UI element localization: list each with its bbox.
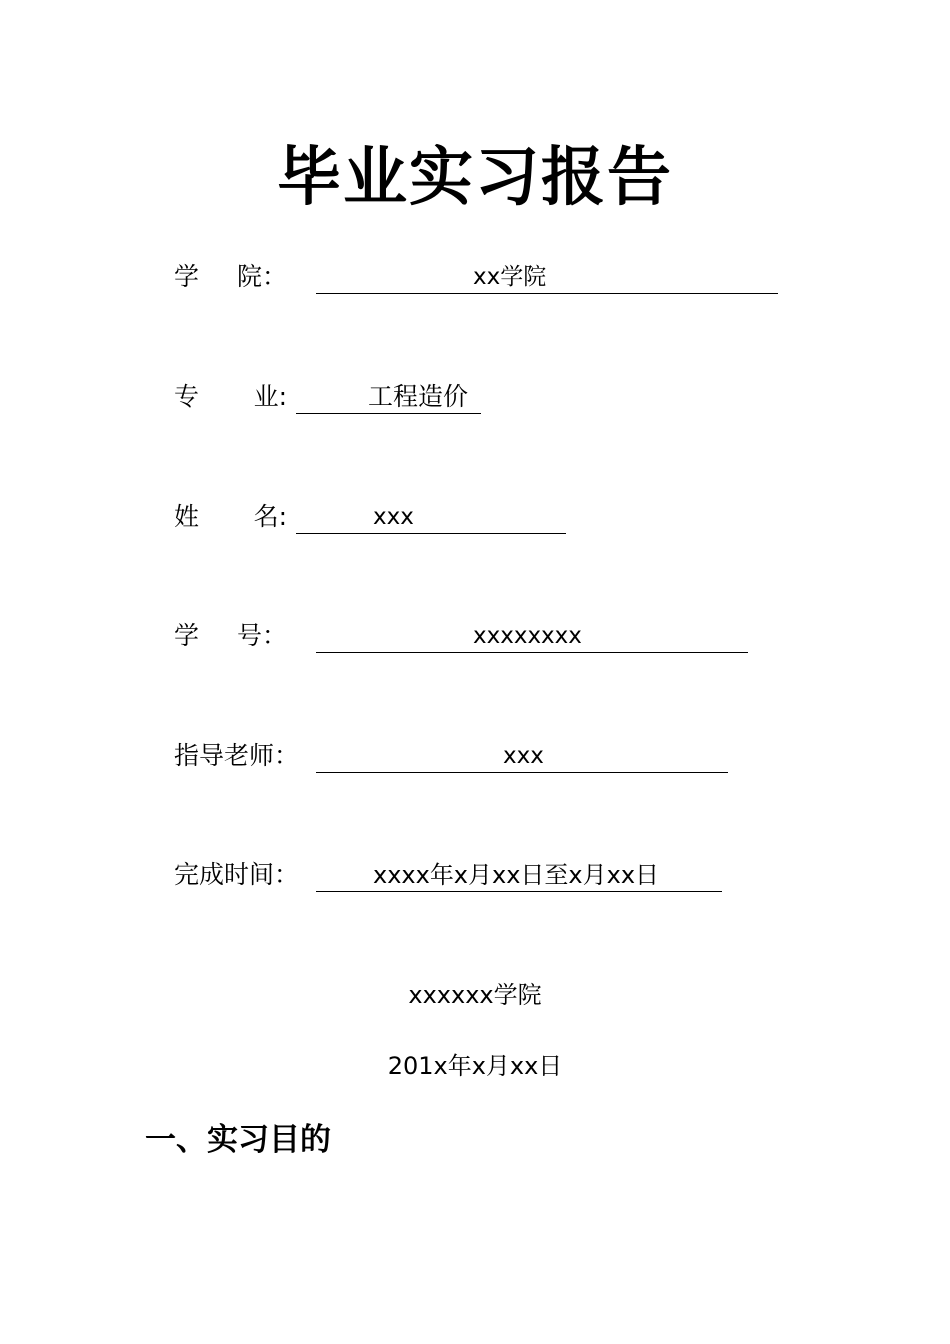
advisor-value: xxx xyxy=(503,743,544,769)
field-label xyxy=(174,855,299,895)
field-label xyxy=(174,497,287,537)
field-value-line xyxy=(316,736,728,773)
completion-value: xxxx年x月xx日至x月xx日 xyxy=(373,861,660,889)
field-value-line xyxy=(316,855,722,892)
field-value-line xyxy=(296,377,481,414)
report-date: 201x年x月xx日 xyxy=(387,1052,563,1080)
label-char: 学 xyxy=(174,621,200,650)
field-value-line xyxy=(316,257,778,294)
label-char: 业: xyxy=(253,382,287,411)
label-char: 学 xyxy=(174,262,200,291)
label-char: 号： xyxy=(236,621,287,650)
report-title: 毕业实习报告 xyxy=(277,141,673,215)
field-value-line xyxy=(316,616,748,653)
name-value: xxx xyxy=(373,504,414,530)
label-char: 名: xyxy=(253,502,287,531)
label-char: 姓 xyxy=(174,502,200,531)
completion-label: 完成时间： xyxy=(174,860,300,889)
advisor-label: 指导老师： xyxy=(174,741,300,770)
field-label xyxy=(174,377,287,417)
field-label xyxy=(174,616,287,656)
student-id-value: xxxxxxxx xyxy=(473,623,582,649)
college-value: xx学院 xyxy=(473,264,547,290)
section-heading: 一、实习目的 xyxy=(145,1122,331,1158)
institution-name: xxxxxx学院 xyxy=(408,981,542,1009)
field-label xyxy=(174,736,299,776)
label-char: 专 xyxy=(174,382,200,411)
label-char: 院： xyxy=(236,262,287,291)
major-value: 工程造价 xyxy=(368,382,469,411)
field-label xyxy=(174,257,287,297)
field-value-line xyxy=(296,497,566,534)
